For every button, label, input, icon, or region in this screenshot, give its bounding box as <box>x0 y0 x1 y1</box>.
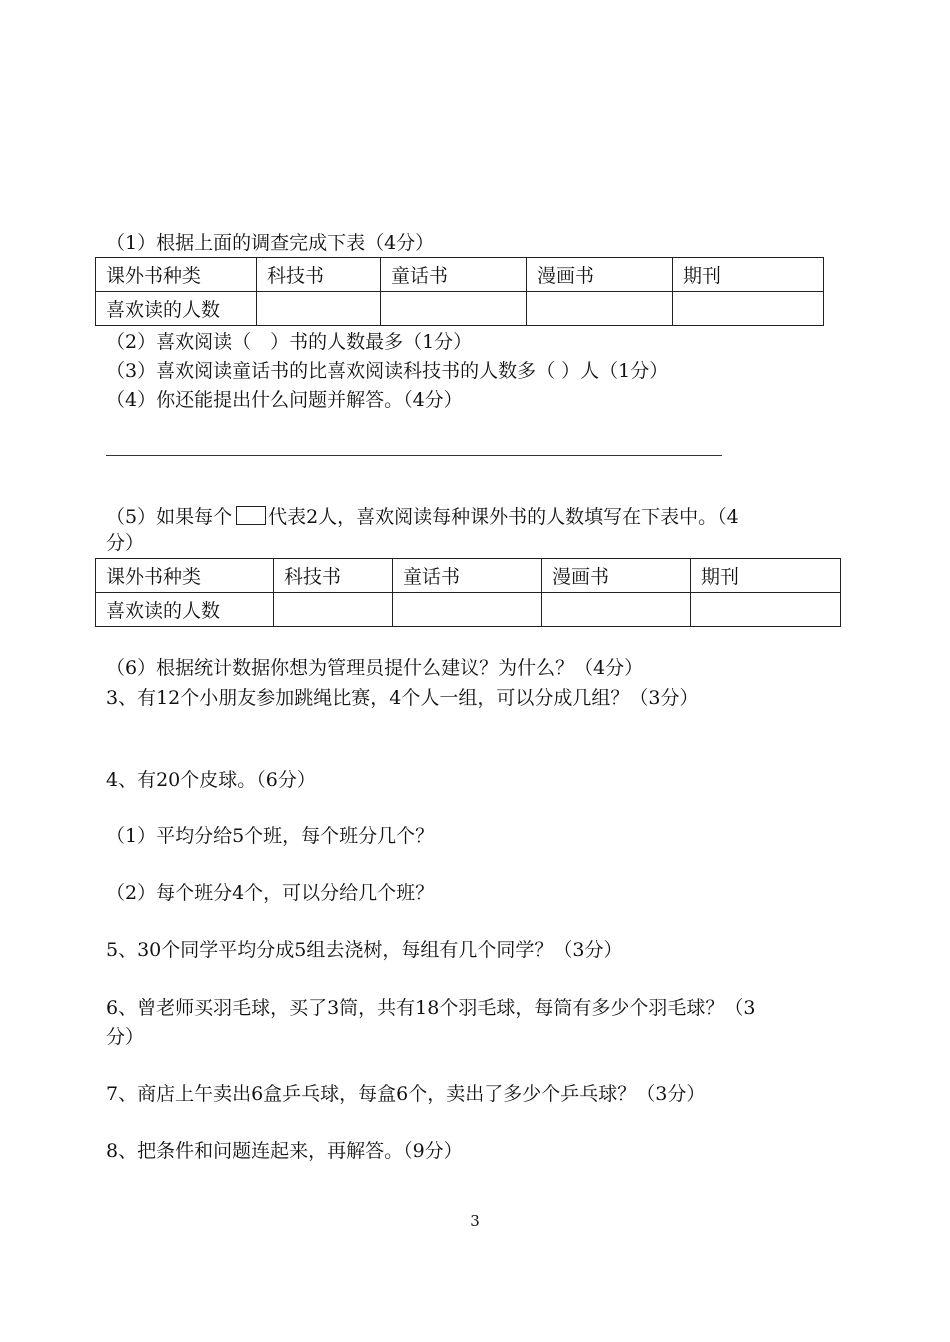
table-header-cell: 童话书 <box>393 559 542 593</box>
empty-square-icon <box>236 506 266 525</box>
question-6: （6）根据统计数据你想为管理员提什么建议？为什么？（4分） <box>106 657 644 679</box>
question-5-text-end: 代表2人，喜欢阅读每种课外书的人数填写在下表中。（4 <box>268 506 739 528</box>
problem-6-line-2: 分） <box>106 1026 145 1048</box>
table-header-cell: 科技书 <box>257 258 381 292</box>
question-2: （2）喜欢阅读（ ）书的人数最多（1分） <box>106 331 473 353</box>
answer-cell[interactable] <box>691 593 841 627</box>
table-header-cell: 期刊 <box>691 559 841 593</box>
problem-6-line-1: 6、曾老师买羽毛球，买了3筒，共有18个羽毛球，每筒有多少个羽毛球？（3 <box>106 997 756 1019</box>
answer-cell[interactable] <box>393 593 542 627</box>
problem-4-title: 4、有20个皮球。（6分） <box>106 769 316 791</box>
problem-3: 3、有12个小朋友参加跳绳比赛，4个人一组，可以分成几组？（3分） <box>106 687 699 709</box>
table-header-cell: 漫画书 <box>527 258 673 292</box>
problem-4-sub-1: （1）平均分给5个班，每个班分几个？ <box>106 825 435 847</box>
page-number: 3 <box>470 1212 480 1230</box>
table-header-cell: 期刊 <box>673 258 824 292</box>
question-1-caption: （1）根据上面的调查完成下表（4分） <box>106 232 435 254</box>
table-row <box>96 559 841 593</box>
question-3: （3）喜欢阅读童话书的比喜欢阅读科技书的人数多（ ）人（1分） <box>106 360 669 382</box>
table-header-cell: 科技书 <box>274 559 393 593</box>
question-4: （4）你还能提出什么问题并解答。（4分） <box>106 389 463 411</box>
table-header-cell: 课外书种类 <box>96 258 257 292</box>
answer-cell[interactable] <box>257 292 381 326</box>
problem-7: 7、商店上午卖出6盒乒乓球，每盒6个，卖出了多少个乒乓球？（3分） <box>106 1083 706 1105</box>
table-row <box>96 258 824 292</box>
problem-4-sub-2: （2）每个班分4个，可以分给几个班？ <box>106 882 435 904</box>
table-header-cell: 漫画书 <box>542 559 691 593</box>
table-header-cell: 童话书 <box>381 258 527 292</box>
table-header-cell: 课外书种类 <box>96 559 274 593</box>
table-row <box>96 593 841 627</box>
table-row-label: 喜欢读的人数 <box>96 593 274 627</box>
answer-cell[interactable] <box>527 292 673 326</box>
question-5-continuation: 分） <box>106 532 145 554</box>
table-row <box>96 292 824 326</box>
question-5 <box>106 505 739 529</box>
table-book-types-1 <box>95 257 824 326</box>
question-5-text-start: （5）如果每个 <box>106 506 233 528</box>
problem-5: 5、30个同学平均分成5组去浇树，每组有几个同学？（3分） <box>106 939 623 961</box>
answer-line[interactable] <box>106 455 722 456</box>
answer-cell[interactable] <box>542 593 691 627</box>
table-row-label: 喜欢读的人数 <box>96 292 257 326</box>
problem-8: 8、把条件和问题连起来，再解答。（9分） <box>106 1140 463 1162</box>
answer-cell[interactable] <box>274 593 393 627</box>
answer-cell[interactable] <box>381 292 527 326</box>
answer-cell[interactable] <box>673 292 824 326</box>
table-book-types-2 <box>95 558 841 627</box>
